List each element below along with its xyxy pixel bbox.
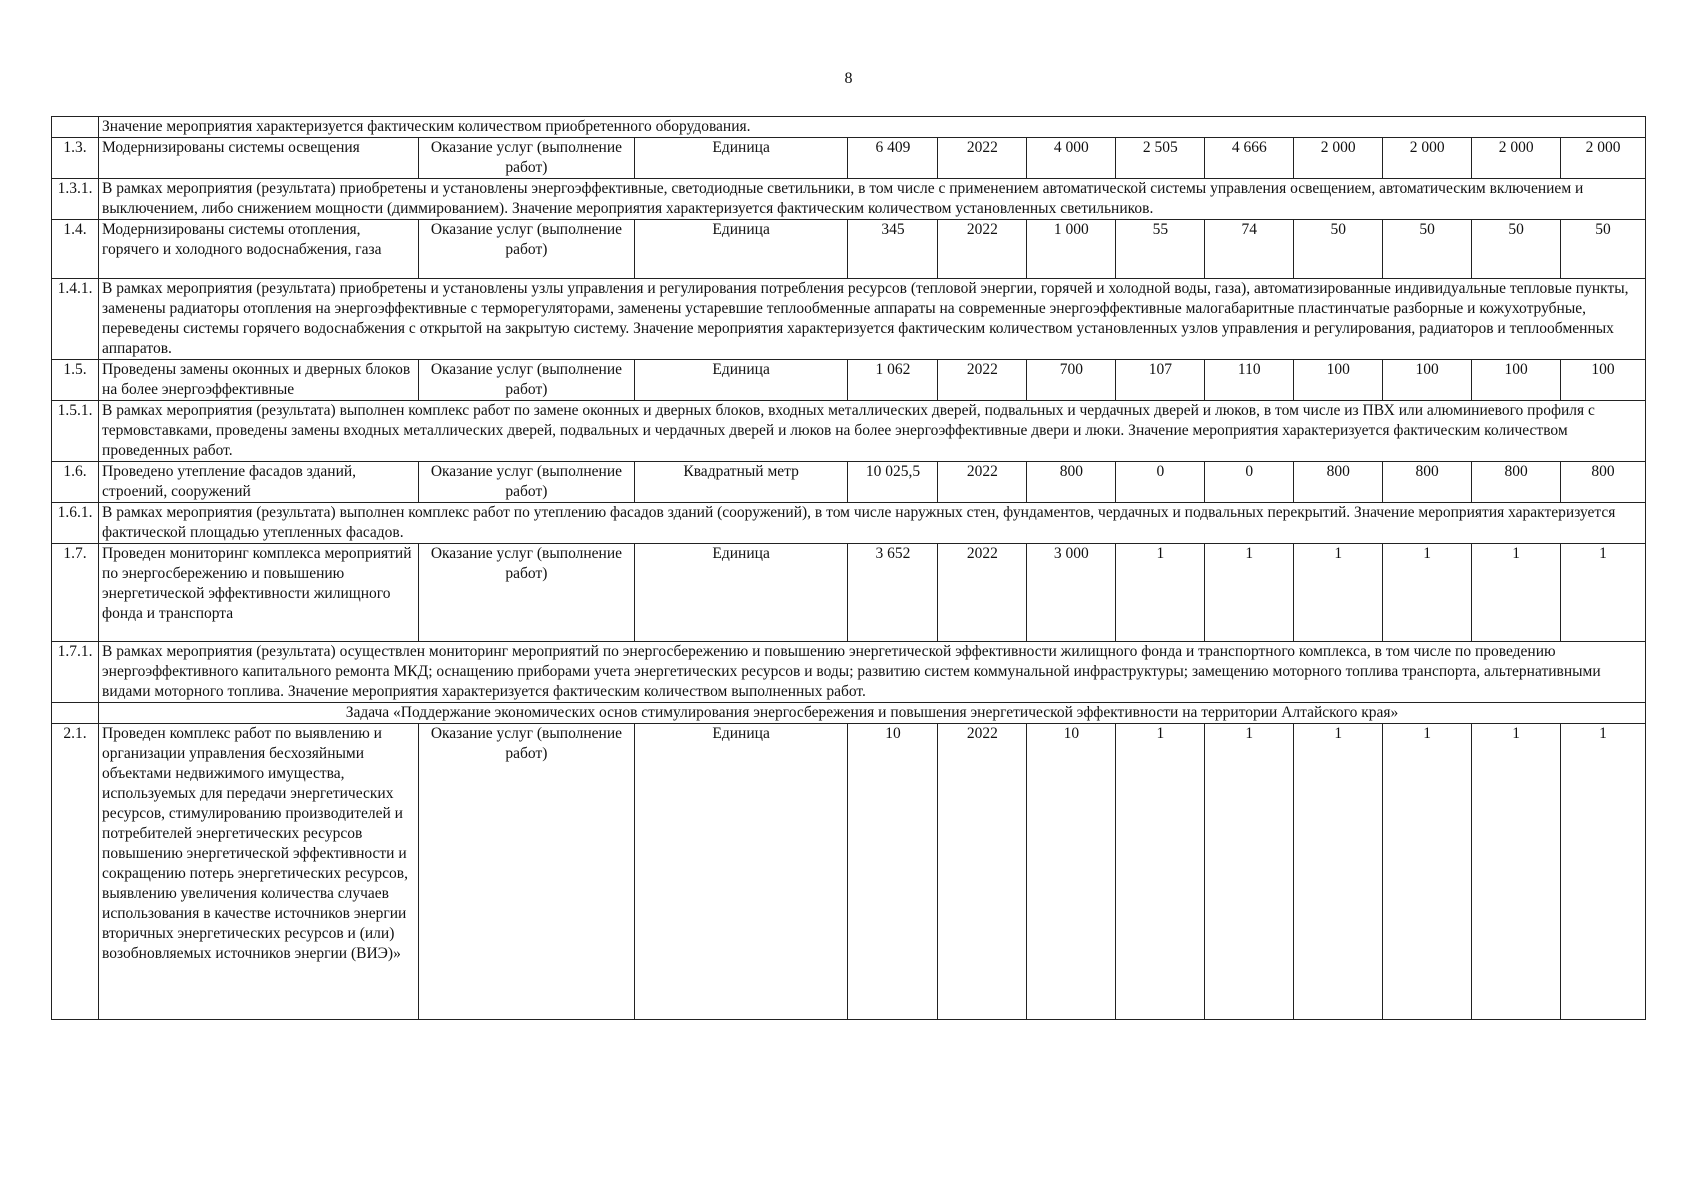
note-row [52, 503, 1646, 544]
note-row [52, 279, 1646, 360]
measure-type: Оказание услуг (выполнение работ) [419, 360, 635, 401]
row-number: 1.6.1. [52, 503, 99, 544]
measure-row [52, 544, 1646, 642]
value-cell: 10 [1027, 724, 1116, 1020]
value-cell: 100 [1294, 360, 1383, 401]
measure-name: Модернизированы системы освещения [99, 138, 419, 179]
base-year: 2022 [938, 544, 1027, 642]
value-cell: 1 [1116, 544, 1205, 642]
base-value: 10 025,5 [848, 462, 938, 503]
note-text: В рамках мероприятия (результата) выполнен комплекс работ по замене оконных и дверных блоков, входных металлических дверей, подвальных и чердачных дверей и люков, в том числе из ПВХ или алюминиевого профиля с термовставками, проведены замены входных металлических дверей, подвальных и чердачных дверей и люков на более энергоэффективные двери и люки. Значение мероприятия характеризуется фактическим количеством проведенных работ. [99, 401, 1646, 462]
base-year: 2022 [938, 724, 1027, 1020]
base-value: 1 062 [848, 360, 938, 401]
task-num-cell [52, 703, 99, 724]
value-cell: 800 [1294, 462, 1383, 503]
measure-name: Проведен мониторинг комплекса мероприятий по энергосбережению и повышению энергетической эффективности жилищного фонда и транспорта [99, 544, 419, 642]
row-number: 1.4. [52, 220, 99, 279]
note-row [52, 642, 1646, 703]
measure-type: Оказание услуг (выполнение работ) [419, 138, 635, 179]
value-cell: 1 [1383, 724, 1472, 1020]
note-text: В рамках мероприятия (результата) приобретены и установлены узлы управления и регулирования потребления ресурсов (тепловой энергии, горячей и холодной воды, газа), автоматизированные индивидуальные тепловые пункты, заменены радиаторы отопления на энергоэффективные с терморегуляторами, заменены устаревшие теплообменные аппараты на современные энергоэффективные малогабаритные пластинчатые разборные и кожухотрубные, переведены системы горячего водоснабжения с открытой на закрытую систему. Значение мероприятия характеризуется фактическим количеством установленных узлов управления и регулирования, радиаторов и теплообменных аппаратов. [99, 279, 1646, 360]
value-cell: 55 [1116, 220, 1205, 279]
value-cell: 0 [1116, 462, 1205, 503]
row-number: 1.3.1. [52, 179, 99, 220]
value-cell: 2 000 [1561, 138, 1646, 179]
value-cell: 1 [1561, 544, 1646, 642]
measure-type: Оказание услуг (выполнение работ) [419, 544, 635, 642]
value-cell: 800 [1027, 462, 1116, 503]
measure-type: Оказание услуг (выполнение работ) [419, 462, 635, 503]
value-cell: 1 [1205, 724, 1294, 1020]
measure-name: Проведено утепление фасадов зданий, строений, сооружений [99, 462, 419, 503]
base-year: 2022 [938, 138, 1027, 179]
measure-row [52, 360, 1646, 401]
row-number: 1.7.1. [52, 642, 99, 703]
measure-unit: Единица [634, 544, 848, 642]
measure-unit: Единица [634, 724, 848, 1020]
value-cell: 800 [1472, 462, 1561, 503]
value-cell: 3 000 [1027, 544, 1116, 642]
value-cell: 74 [1205, 220, 1294, 279]
row-number: 1.5. [52, 360, 99, 401]
measure-unit: Квадратный метр [634, 462, 848, 503]
base-value: 6 409 [848, 138, 938, 179]
value-cell: 2 000 [1472, 138, 1561, 179]
task-title: Задача «Поддержание экономических основ стимулирования энергосбережения и повышения энергетической эффективности на территории Алтайского края» [99, 703, 1646, 724]
value-cell: 700 [1027, 360, 1116, 401]
note-row [52, 401, 1646, 462]
value-cell: 100 [1383, 360, 1472, 401]
value-cell: 100 [1561, 360, 1646, 401]
value-cell: 800 [1383, 462, 1472, 503]
measure-row [52, 138, 1646, 179]
lead-note-num-cell [52, 117, 99, 138]
value-cell: 1 [1294, 544, 1383, 642]
value-cell: 2 000 [1383, 138, 1472, 179]
value-cell: 1 [1205, 544, 1294, 642]
value-cell: 50 [1472, 220, 1561, 279]
page-number: 8 [844, 70, 853, 87]
measure-name: Проведен комплекс работ по выявлению и организации управления бесхозяйными объектами недвижимого имущества, используемых для передачи энергетических ресурсов, стимулированию производителей и потребителей энергетических ресурсов повышению энергетической эффективности и сокращению потерь энергетических ресурсов, выявлению увеличения количества случаев использования в качестве источников энергии вторичных энергетических ресурсов и (или) возобновляемых источников энергии (ВИЭ)» [99, 724, 419, 1020]
value-cell: 800 [1561, 462, 1646, 503]
value-cell: 1 [1294, 724, 1383, 1020]
measure-name: Модернизированы системы отопления, горячего и холодного водоснабжения, газа [99, 220, 419, 279]
value-cell: 2 000 [1294, 138, 1383, 179]
value-cell: 50 [1294, 220, 1383, 279]
row-number: 1.7. [52, 544, 99, 642]
measure-row [52, 724, 1646, 1020]
row-number: 1.4.1. [52, 279, 99, 360]
value-cell: 1 [1116, 724, 1205, 1020]
value-cell: 4 666 [1205, 138, 1294, 179]
value-cell: 0 [1205, 462, 1294, 503]
row-number: 1.3. [52, 138, 99, 179]
measure-row [52, 220, 1646, 279]
base-year: 2022 [938, 220, 1027, 279]
measure-type: Оказание услуг (выполнение работ) [419, 724, 635, 1020]
lead-note-cell: Значение мероприятия характеризуется фактическим количеством приобретенного оборудования. [99, 117, 1646, 138]
value-cell: 1 [1472, 544, 1561, 642]
value-cell: 100 [1472, 360, 1561, 401]
value-cell: 1 [1561, 724, 1646, 1020]
task-row [52, 703, 1646, 724]
measures-table [51, 116, 1646, 1020]
note-text: В рамках мероприятия (результата) выполнен комплекс работ по утеплению фасадов зданий (сооружений), в том числе наружных стен, фундаментов, чердачных и подвальных перекрытий. Значение мероприятия характеризуется фактической площадью утепленных фасадов. [99, 503, 1646, 544]
value-cell: 4 000 [1027, 138, 1116, 179]
value-cell: 110 [1205, 360, 1294, 401]
note-text: В рамках мероприятия (результата) осуществлен мониторинг мероприятий по энергосбережению и повышению энергетической эффективности жилищного фонда и транспортного комплекса, в том числе по проведению энергоэффективного капитального ремонта МКД; оснащению приборами учета энергетических ресурсов и воды; развитию систем коммунальной инфраструктуры; замещению моторного топлива транспорта, альтернативными видами моторного топлива. Значение мероприятия характеризуется фактическим количеством выполненных работ. [99, 642, 1646, 703]
measure-name: Проведены замены оконных и дверных блоков на более энергоэффективные [99, 360, 419, 401]
measure-unit: Единица [634, 220, 848, 279]
value-cell: 107 [1116, 360, 1205, 401]
base-year: 2022 [938, 462, 1027, 503]
row-number: 1.6. [52, 462, 99, 503]
measure-unit: Единица [634, 360, 848, 401]
value-cell: 1 000 [1027, 220, 1116, 279]
base-value: 345 [848, 220, 938, 279]
measure-type: Оказание услуг (выполнение работ) [419, 220, 635, 279]
base-year: 2022 [938, 360, 1027, 401]
value-cell: 1 [1383, 544, 1472, 642]
value-cell: 50 [1383, 220, 1472, 279]
row-number: 2.1. [52, 724, 99, 1020]
measure-unit: Единица [634, 138, 848, 179]
note-text: В рамках мероприятия (результата) приобретены и установлены энергоэффективные, светодиодные светильники, в том числе с применением автоматической системы управления освещением, автоматическим включением и выключением, либо снижением мощности (диммированием). Значение мероприятия характеризуется фактическим количеством установленных светильников. [99, 179, 1646, 220]
base-value: 10 [848, 724, 938, 1020]
row-number: 1.5.1. [52, 401, 99, 462]
measure-row [52, 462, 1646, 503]
note-row [52, 179, 1646, 220]
value-cell: 1 [1472, 724, 1561, 1020]
lead-note-row [52, 117, 1646, 138]
base-value: 3 652 [848, 544, 938, 642]
value-cell: 2 505 [1116, 138, 1205, 179]
value-cell: 50 [1561, 220, 1646, 279]
